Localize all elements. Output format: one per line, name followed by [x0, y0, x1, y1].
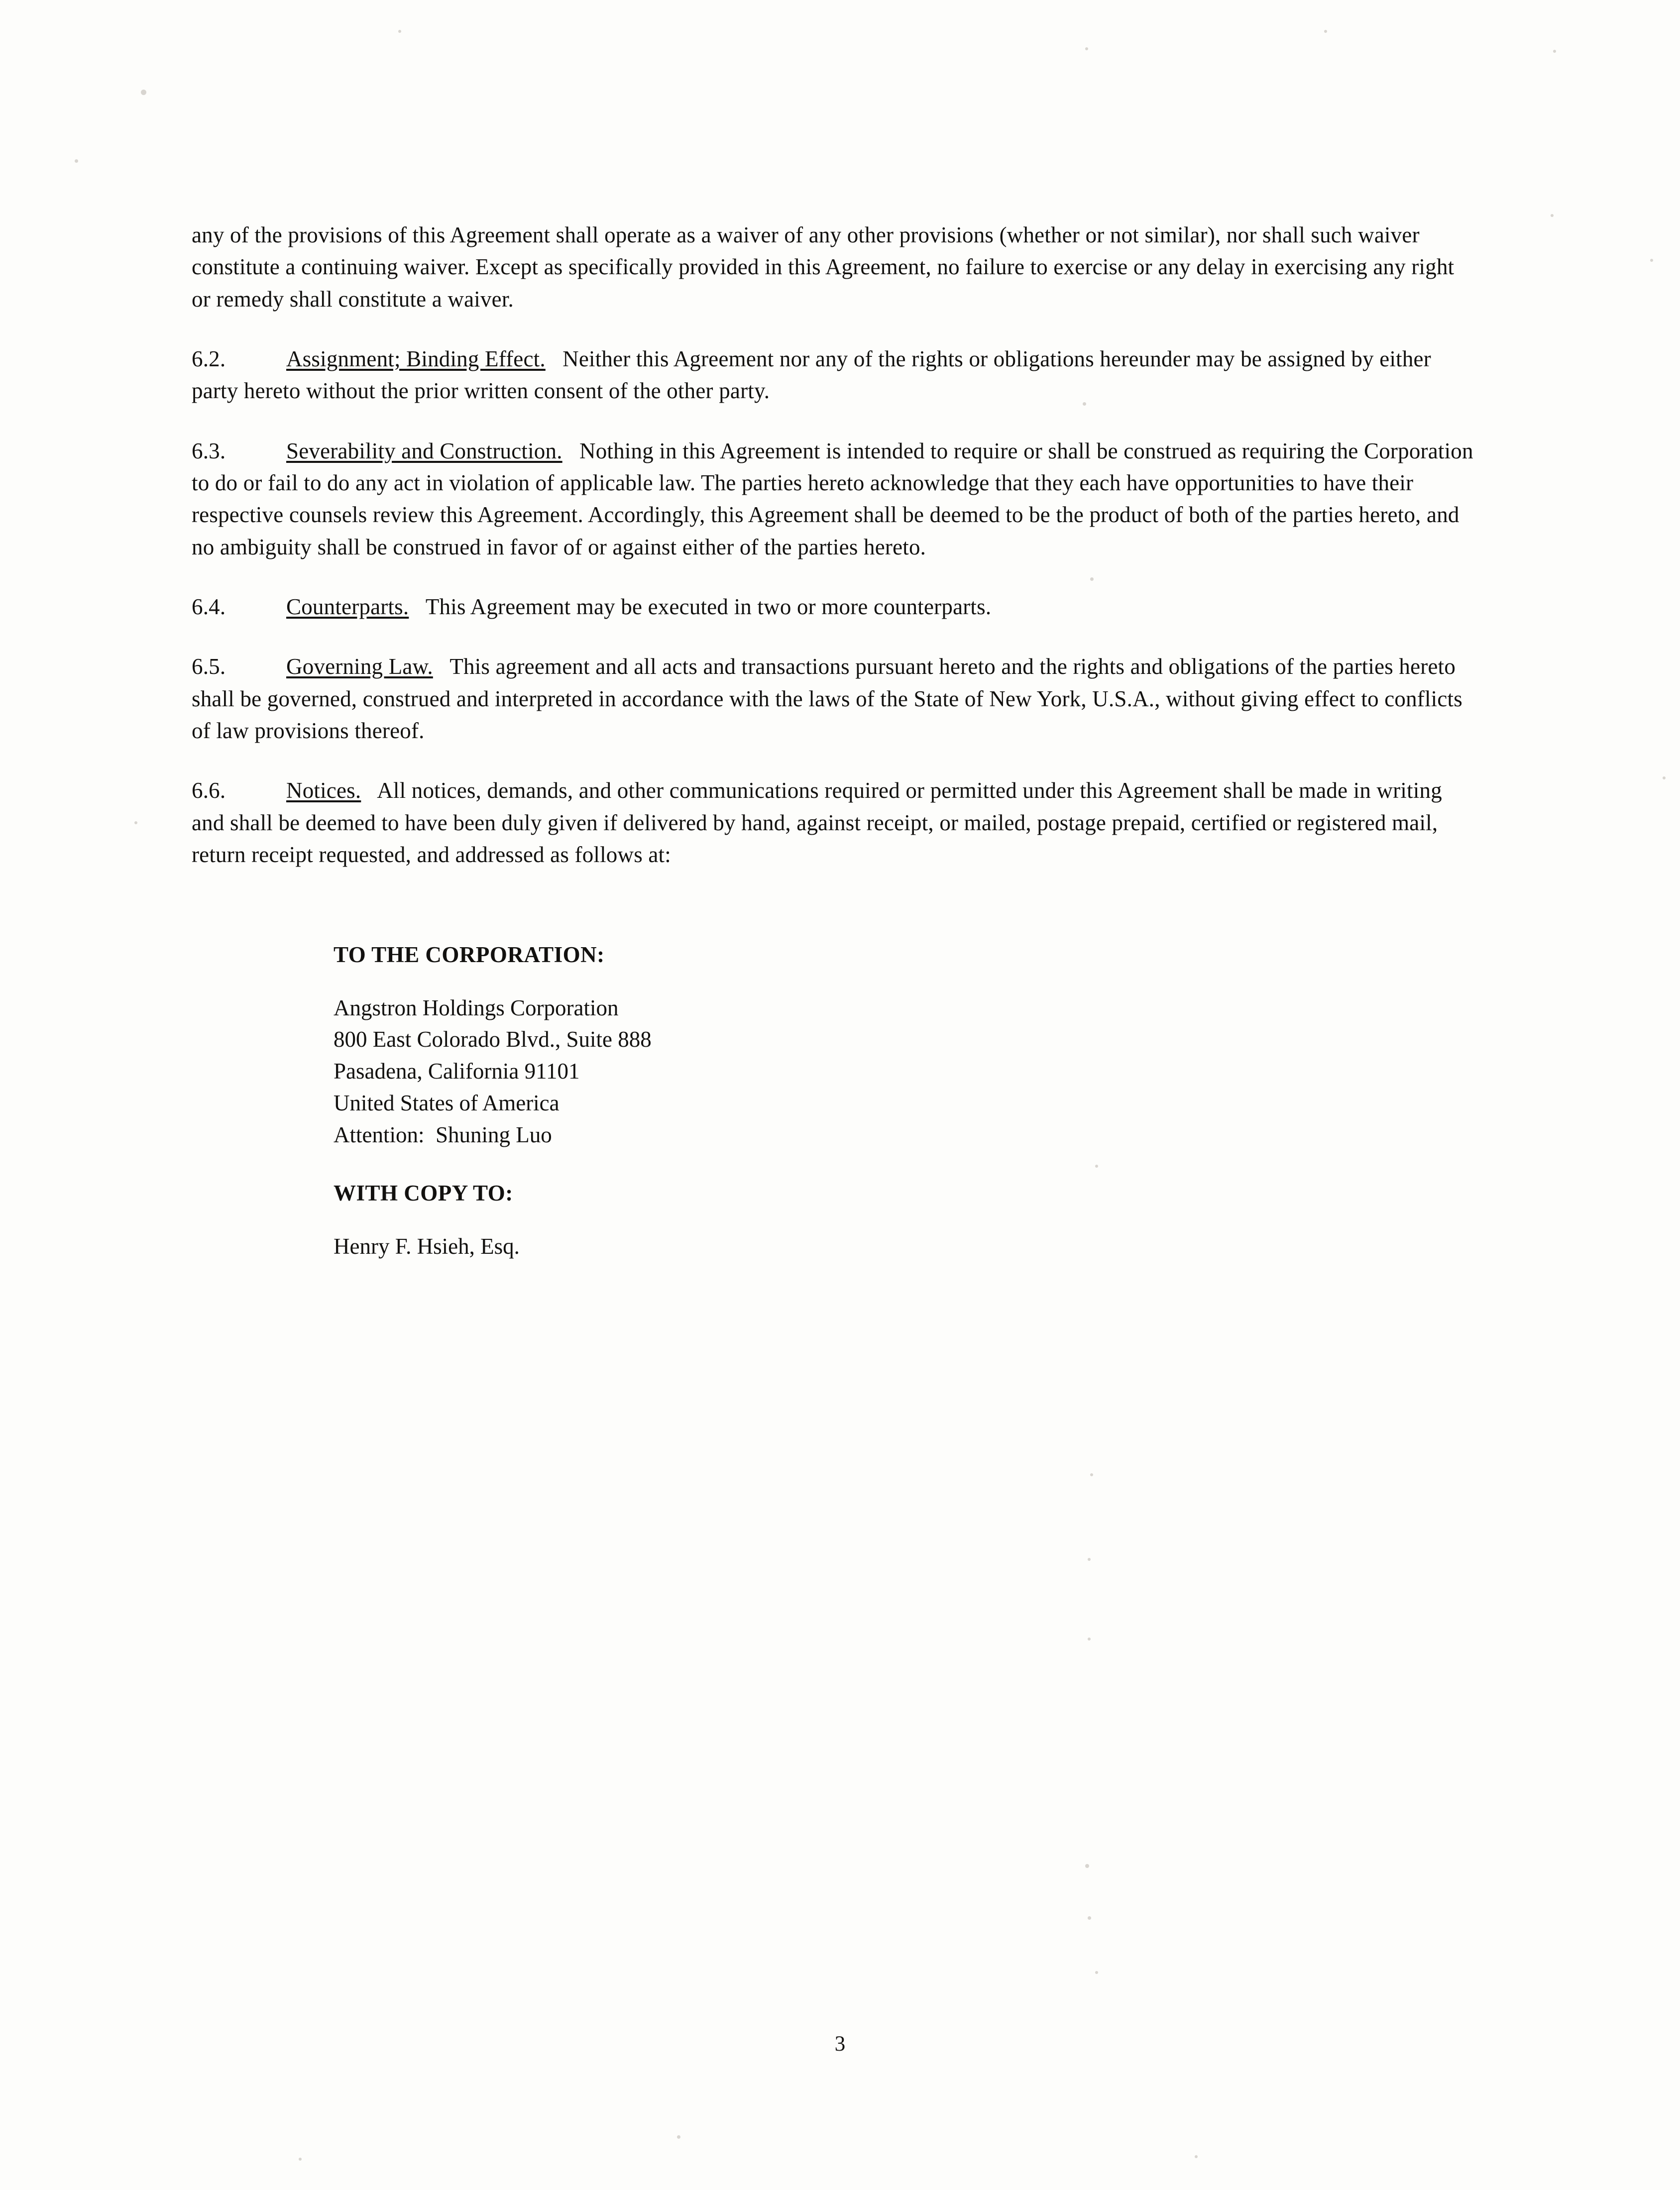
paragraph-text: Neither this Agreement nor any of the rights or obligations hereunder may be assigned by either party hereto without the prior written consent of the other party. [192, 346, 1431, 404]
address-line: Angstron Holdings Corporation [334, 995, 619, 1020]
address-line: Pasadena, California 91101 [334, 1059, 580, 1084]
paragraph-text: any of the provisions of this Agreement shall operate as a waiver of any other provisions (whether or not similar), nor shall such waiver constitute a continuing waiver. Except as specifically provided in this Agreement, no failure to exercise or any delay in exercising any right or remedy shall constitute a waiver. [192, 222, 1455, 312]
address-heading: TO THE CORPORATION: [334, 942, 605, 967]
address-line: Attention: Shuning Luo [334, 1122, 552, 1148]
scan-speck [1551, 214, 1554, 217]
address-block-corporation [334, 942, 1473, 1151]
page-number: 3 [834, 2032, 846, 2056]
paragraph-text: This agreement and all acts and transactions pursuant hereto and the rights and obligations of the parties hereto shall be governed, construed and interpreted in accordance with the laws of the State of New York, U.S.A., without giving effect to conflicts of law provisions thereof. [192, 654, 1462, 744]
section-number: 6.2. [192, 346, 226, 372]
address-heading: WITH COPY TO: [334, 1180, 513, 1205]
section-title: Assignment; Binding Effect. [286, 346, 546, 372]
scan-speck [1663, 776, 1666, 779]
scan-speck [141, 90, 146, 95]
paragraph-text: This Agreement may be executed in two or more counterparts. [425, 594, 992, 620]
paragraph-assignment [192, 343, 1473, 407]
paragraph-severability [192, 435, 1473, 563]
scan-speck [1088, 1558, 1091, 1561]
address-lines [334, 1231, 1473, 1263]
paragraph-waiver-continued [192, 219, 1473, 315]
paragraph-text: Nothing in this Agreement is intended to require or shall be construed as requiring the Corporation to do or fail to do any act in violation of applicable law. The parties hereto acknowledge that they each have opportunities to have their respective counsels review this Agreement. Accordingly, this Agreement shall be deemed to be the product of both of the parties hereto, and no ambiguity shall be construed in favor of or against either of the parties hereto. [192, 438, 1473, 559]
section-number: 6.5. [192, 654, 226, 679]
scan-speck [1095, 1971, 1098, 1974]
scan-speck [677, 2135, 680, 2139]
section-number: 6.6. [192, 778, 226, 803]
paragraph-counterparts [192, 591, 1473, 623]
scan-speck [1650, 259, 1653, 262]
section-title: Notices. [286, 778, 361, 803]
scan-speck [1324, 30, 1327, 33]
section-title: Severability and Construction. [286, 438, 562, 463]
paragraph-text: All notices, demands, and other communications required or permitted under this Agreement shall be made in writing and shall be deemed to have been duly given if delivered by hand, against receipt, or mailed, postage prepaid, certified or registered mail, return receipt requested, and addressed as follows at: [192, 778, 1442, 868]
scan-speck [134, 821, 137, 824]
address-line: United States of America [334, 1091, 560, 1116]
scan-speck [75, 159, 78, 163]
scan-speck [299, 2158, 302, 2161]
address-line: Henry F. Hsieh, Esq. [334, 1233, 520, 1259]
scan-speck [1090, 1473, 1093, 1476]
paragraph-notices [192, 774, 1473, 871]
section-title: Counterparts. [286, 594, 409, 620]
scan-speck [1553, 50, 1556, 53]
scan-speck [1088, 1916, 1091, 1920]
address-line: 800 East Colorado Blvd., Suite 888 [334, 1027, 652, 1052]
scan-speck [1088, 1638, 1091, 1641]
address-block-copy-to [334, 1180, 1473, 1263]
section-title: Governing Law. [286, 654, 433, 679]
scan-speck [1195, 2155, 1198, 2158]
scan-speck [1085, 47, 1088, 50]
address-lines [334, 992, 1473, 1151]
scan-speck [398, 30, 401, 33]
section-number: 6.3. [192, 438, 226, 463]
block-spacer [192, 899, 1473, 942]
scan-speck [1085, 1864, 1089, 1868]
document-body [192, 219, 1473, 1292]
paragraph-governing-law [192, 651, 1473, 747]
section-number: 6.4. [192, 594, 226, 620]
